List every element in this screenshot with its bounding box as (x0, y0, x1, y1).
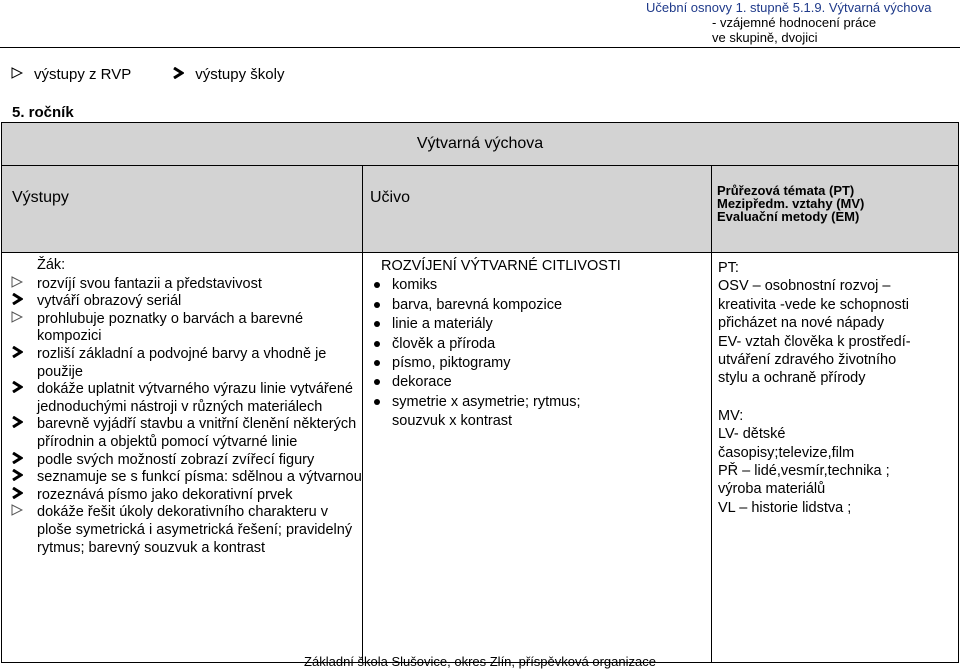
content-text: barva, barevná kompozice (392, 296, 563, 313)
bold-arrow-icon (169, 66, 187, 83)
pt-line: stylu a ochraně přírody (718, 370, 866, 387)
pt-label: PT: (718, 260, 739, 276)
output-text: dokáže řešit úkoly dekorativního charakteru v ploše symetrická i asymetrická řešení; pravidelný rytmus; barevný souzvuk a kontrast (37, 504, 353, 556)
mv-label: MV: (718, 407, 744, 424)
table-title: Výtvarná výchova (2, 123, 959, 166)
content-text: člověk a příroda (392, 335, 496, 352)
bold-arrow-icon (11, 469, 37, 487)
outputs-cell (2, 253, 363, 663)
bullet-icon (371, 296, 392, 315)
bold-arrow-icon (11, 416, 37, 451)
col-header-content: Učivo (363, 166, 712, 253)
col-header-em: Evaluační metody (EM) (717, 209, 860, 224)
bold-arrow-icon (11, 346, 37, 381)
footer: Základní škola Slušovice, okres Zlín, příspěvková organizace (304, 654, 656, 669)
content-text: dekorace (392, 374, 452, 391)
output-item (11, 311, 362, 346)
pt-line: EV- vztah člověka k prostředí- (718, 333, 911, 350)
content-item (371, 315, 711, 334)
bullet-icon (371, 315, 392, 334)
bold-arrow-icon (11, 381, 37, 416)
legend-rvp-label: výstupy z RVP (34, 66, 132, 83)
output-text: rozvíjí svou fantazii a představivost (37, 275, 262, 292)
header-line-2: - vzájemné hodnocení práce (712, 15, 877, 30)
pt-list (718, 277, 950, 387)
output-item (11, 346, 362, 381)
col-header-outputs: Výstupy (2, 166, 363, 253)
header-block (646, 0, 956, 45)
header-line-3: ve skupině, dvojici (712, 30, 818, 45)
bullet-icon (371, 335, 392, 354)
mv-list (718, 425, 950, 517)
output-item (11, 452, 362, 470)
bold-arrow-icon (11, 487, 37, 505)
col-header-pt: Průřezová témata (PT) (717, 183, 855, 198)
content-cell (363, 253, 712, 663)
content-item (371, 393, 711, 412)
output-item (11, 381, 362, 416)
output-text: seznamuje se s funkcí písma: sdělnou a výtvarnou (37, 469, 362, 486)
legend-school-label: výstupy školy (195, 66, 285, 83)
bullet-icon (371, 354, 392, 373)
output-item (11, 416, 362, 451)
pt-line: kreativita -vede ke schopnosti (718, 296, 910, 313)
content-item (371, 335, 711, 354)
output-text: rozeznává písmo jako dekorativní prvek (37, 486, 293, 503)
bullet-icon (371, 373, 392, 392)
output-text: rozliší základní a podvojné barvy a vhodně je použije (37, 345, 327, 380)
curriculum-table (1, 122, 959, 663)
outputs-title: Žák: (37, 257, 66, 273)
content-text: linie a materiály (392, 316, 493, 333)
content-item (371, 373, 711, 392)
output-item (11, 487, 362, 505)
content-item (371, 354, 711, 373)
pt-line: přicházet na nové nápady (718, 315, 885, 332)
mv-line: PŘ – lidé,vesmír,technika ; (718, 463, 890, 480)
output-text: podle svých možností zobrazí zvířecí figury (37, 451, 315, 468)
pt-line: utváření zdravého životního (718, 352, 897, 369)
mv-line: VL – historie lidstva ; (718, 499, 852, 516)
content-text: symetrie x asymetrie; rytmus; (392, 393, 581, 410)
output-item (11, 469, 362, 487)
content-list (371, 276, 711, 412)
header-section: 5.1.9. Výtvarná výchova (792, 0, 932, 15)
outputs-list (11, 276, 362, 558)
bullet-icon (371, 393, 392, 412)
header-divider (0, 47, 960, 48)
output-text: prohlubuje poznatky o barvách a barevné kompozici (37, 310, 304, 345)
bullet-icon (371, 276, 392, 295)
open-arrow-icon (11, 504, 37, 557)
output-item (11, 504, 362, 557)
col-header-themes (712, 166, 959, 253)
themes-cell (712, 253, 959, 663)
open-arrow-icon (8, 66, 26, 83)
output-text: dokáže uplatnit výtvarného výrazu linie vytvářené jednoduchými nástroji v různých materiálech (37, 381, 353, 415)
content-title: ROZVÍJENÍ VÝTVARNÉ CITLIVOSTI (381, 258, 621, 274)
output-item (11, 293, 362, 311)
content-tail: souzvuk x kontrast (392, 413, 513, 430)
mv-line: časopisy;televize,film (718, 444, 855, 461)
open-arrow-icon (11, 276, 37, 294)
content-text: komiks (392, 277, 438, 294)
pt-line: OSV – osobnostní rozvoj – (718, 278, 891, 295)
output-text: vytváří obrazový seriál (37, 293, 182, 310)
open-arrow-icon (11, 311, 37, 346)
output-text: barevně vyjádří stavbu a vnitřní členění některých přírodnin a objektů pomocí výtvarné linie (37, 416, 357, 450)
grade-heading: 5. ročník (12, 104, 74, 121)
output-item (11, 276, 362, 294)
legend (8, 66, 284, 83)
bold-arrow-icon (11, 293, 37, 311)
content-item (371, 296, 711, 315)
mv-line: výroba materiálů (718, 481, 826, 498)
header-source: Učební osnovy 1. stupně (646, 0, 790, 15)
mv-line: LV- dětské (718, 426, 786, 443)
header-source-line (646, 0, 956, 15)
bold-arrow-icon (11, 452, 37, 470)
col-header-mv: Mezipředm. vztahy (MV) (717, 196, 865, 211)
content-item (371, 276, 711, 295)
content-text: písmo, piktogramy (392, 355, 511, 372)
